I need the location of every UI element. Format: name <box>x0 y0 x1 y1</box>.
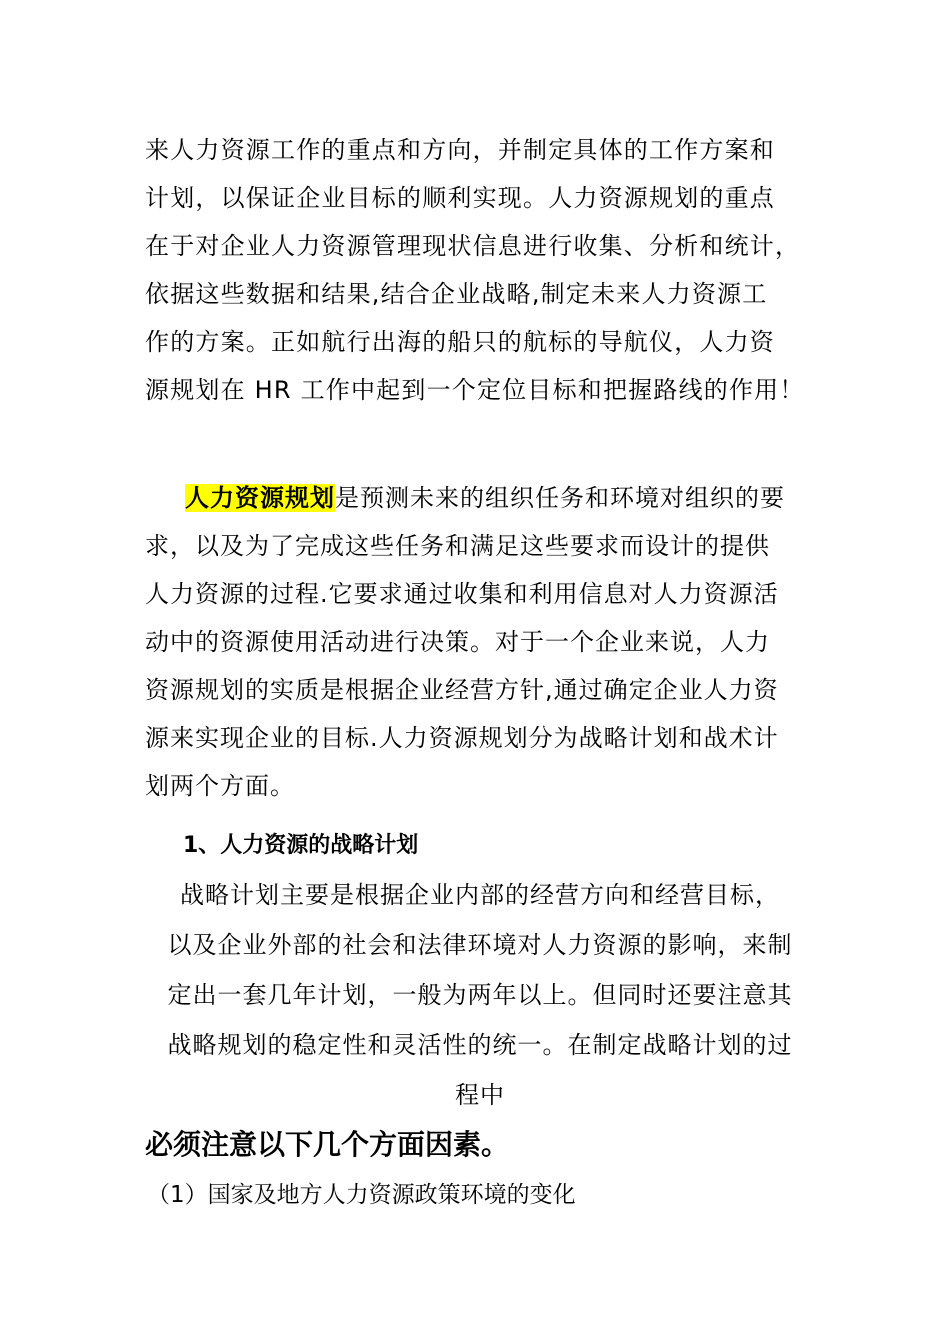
text-line: 作的方案。正如航行出海的船只的航标的导航仪，人力资 <box>145 328 775 356</box>
text-line: 资源规划的实质是根据企业经营方针,通过确定企业人力资 <box>145 676 779 704</box>
text-line: 程中 <box>455 1081 505 1109</box>
section-heading-strategic-plan: 1、人力资源的战略计划 <box>183 833 419 858</box>
text-line-rest: 是预测未来的组织任务和环境对组织的要 <box>335 484 785 512</box>
text-line: 以及企业外部的社会和法律环境对人力资源的影响，来制 <box>167 931 793 959</box>
text-line: 战略规划的稳定性和灵活性的统一。在制定战略计划的过 <box>167 1031 793 1059</box>
text-line: 来人力资源工作的重点和方向，并制定具体的工作方案和 <box>145 136 775 164</box>
text-line: 动中的资源使用活动进行决策。对于一个企业来说，人力 <box>145 628 770 656</box>
text-line: 计划，以保证企业目标的顺利实现。人力资源规划的重点 <box>145 184 775 212</box>
text-line: 依据这些数据和结果,结合企业战略,制定未来人力资源工 <box>145 280 768 308</box>
text-line: 在于对企业人力资源管理现状信息进行收集、分析和统计， <box>145 232 801 260</box>
text-line <box>145 474 825 522</box>
section-heading-factors: 必须注意以下几个方面因素。 <box>145 1128 510 1161</box>
highlighted-term: 人力资源规划 <box>185 484 335 512</box>
text-line: 源规划在 HR 工作中起到一个定位目标和把握路线的作用！ <box>145 376 805 404</box>
text-line: 人力资源的过程.它要求通过收集和利用信息对人力资源活 <box>145 580 779 608</box>
text-line: 定出一套几年计划，一般为两年以上。但同时还要注意其 <box>167 981 793 1009</box>
paragraph-hr-planning-definition <box>145 474 825 810</box>
paragraph-strategic-plan <box>140 870 820 1120</box>
paragraph-hr-planning-focus <box>145 126 825 414</box>
text-line: 源来实现企业的目标.人力资源规划分为战略计划和战术计 <box>145 724 779 752</box>
list-item: （1）国家及地方人力资源政策环境的变化 <box>147 1182 576 1208</box>
text-line: 划两个方面。 <box>145 772 295 800</box>
text-line: 战略计划主要是根据企业内部的经营方向和经营目标， <box>180 881 780 909</box>
text-line: 求，以及为了完成这些任务和满足这些要求而设计的提供 <box>145 532 770 560</box>
